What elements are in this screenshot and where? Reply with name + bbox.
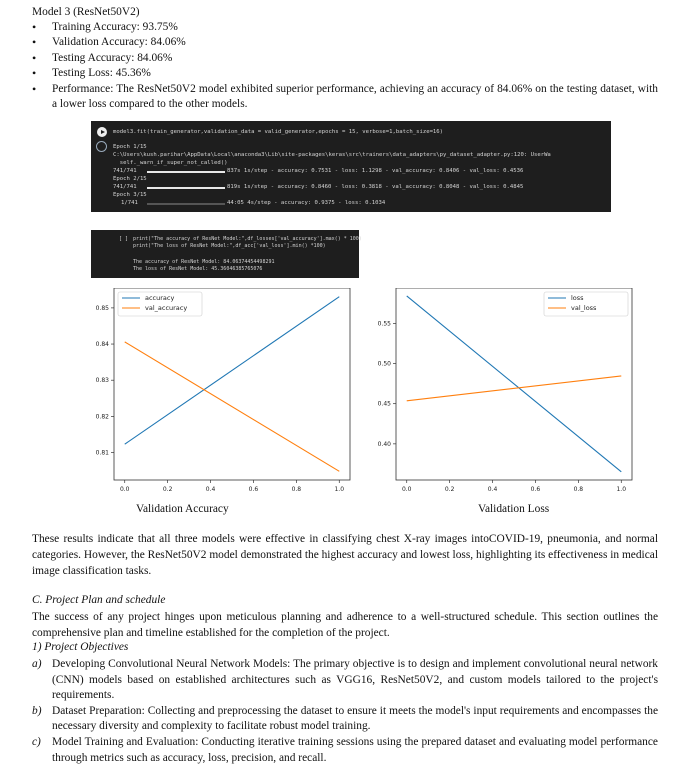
output-line: 741/741 bbox=[113, 184, 137, 190]
x-tick-label: 0.2 bbox=[444, 486, 455, 493]
output-line: The accuracy of ResNet Model: 84.06374454498291 bbox=[133, 259, 275, 265]
plot-frame bbox=[114, 288, 350, 480]
progress-bar bbox=[147, 203, 225, 205]
code-cell-fit bbox=[91, 121, 611, 212]
cell-prompt: [ ] bbox=[119, 236, 129, 242]
loss-chart bbox=[366, 288, 638, 498]
objective-text: Developing Convolutional Neural Network Models: The primary objective is to design and implement convolutional neural network (CNN) models based on established architectures such as VGG16, ResNet50V2, and custom models tailored to the project's requirements. bbox=[52, 658, 658, 702]
output-line: C:\Users\kush.parihar\AppData\Local\anaconda3\Lib\site-packages\keras\src\trainers\data_adapters\py_dataset_adapter.py:120: UserWa bbox=[113, 152, 551, 158]
legend-label: loss bbox=[571, 294, 584, 302]
list-marker: a) bbox=[32, 658, 42, 670]
progress-bar bbox=[147, 187, 225, 189]
list-item: • Validation Accuracy: 84.06% bbox=[32, 35, 658, 50]
metrics-list bbox=[32, 20, 658, 112]
y-tick-label: 0.55 bbox=[377, 320, 391, 328]
list-item bbox=[32, 657, 658, 704]
list-item: • Training Accuracy: 93.75% bbox=[32, 20, 658, 35]
y-tick-label: 0.50 bbox=[377, 360, 391, 368]
section-title: C. Project Plan and schedule bbox=[32, 594, 166, 606]
output-line: self._warn_if_super_not_called() bbox=[113, 160, 228, 166]
series-line-val_accuracy bbox=[125, 342, 340, 471]
chart-caption: Validation Accuracy bbox=[136, 503, 229, 515]
x-tick-label: 0.4 bbox=[487, 486, 498, 493]
output-line: Epoch 1/15 bbox=[113, 144, 147, 150]
output-line: 1/741 bbox=[121, 200, 138, 206]
legend-label: val_accuracy bbox=[145, 304, 188, 312]
output-line: 44:05 4s/step - accuracy: 0.9375 - loss: 0.1034 bbox=[227, 200, 386, 206]
progress-bar bbox=[147, 171, 225, 173]
chart-caption: Validation Loss bbox=[478, 503, 550, 515]
series-line-accuracy bbox=[125, 297, 340, 445]
y-tick-label: 0.84 bbox=[95, 341, 109, 349]
output-line: 819s 1s/step - accuracy: 0.8460 - loss: 0.3818 - val_accuracy: 0.8048 - val_loss: 0.4845 bbox=[227, 184, 524, 190]
objective-text: Dataset Preparation: Collecting and preprocessing the dataset to ensure it meets the model's input requirements and encompasses the necessary diversity and complexity to facilitate robust model training. bbox=[52, 704, 658, 733]
list-marker: c) bbox=[32, 735, 41, 748]
model-heading: Model 3 (ResNet50V2) bbox=[32, 6, 140, 18]
objective-text: Model Training and Evaluation: Conducting iterative training sessions using the prepared dataset and evaluating model performance through metrics such as accuracy, loss, precision, and recall. bbox=[52, 735, 658, 764]
output-line: 837s 1s/step - accuracy: 0.7531 - loss: 1.1298 - val_accuracy: 0.8406 - val_loss: 0.4536 bbox=[227, 168, 524, 174]
y-tick-label: 0.81 bbox=[95, 449, 109, 457]
x-tick-label: 0.0 bbox=[119, 486, 130, 493]
code-cell-print bbox=[91, 230, 362, 278]
code-line: model3.fit(train_generator,validation_data = valid_generator,epochs = 15, verbose=1,batch_size=16) bbox=[113, 129, 444, 135]
x-tick-label: 0.2 bbox=[162, 486, 173, 493]
x-tick-label: 0.0 bbox=[401, 486, 412, 493]
y-tick-label: 0.45 bbox=[377, 400, 391, 408]
x-tick-label: 0.4 bbox=[205, 486, 216, 493]
x-tick-label: 1.0 bbox=[616, 486, 627, 493]
list-item: • Testing Loss: 45.36% bbox=[32, 66, 658, 81]
output-line: Epoch 2/15 bbox=[113, 176, 147, 182]
output-line: Epoch 3/15 bbox=[113, 192, 147, 198]
series-line-loss bbox=[407, 296, 622, 472]
y-tick-label: 0.85 bbox=[95, 304, 109, 312]
subsection-title: 1) Project Objectives bbox=[32, 641, 129, 653]
section-intro: The success of any project hinges upon meticulous planning and adherence to a well-structured schedule. This section outlines the comprehensive plan and timeline established for the completion of the project. bbox=[32, 611, 658, 639]
list-item bbox=[32, 704, 658, 735]
list-item: • Testing Accuracy: 84.06% bbox=[32, 51, 658, 66]
output-icon bbox=[96, 141, 107, 152]
x-tick-label: 0.6 bbox=[530, 486, 541, 493]
accuracy-chart bbox=[84, 288, 356, 498]
output-line: 741/741 bbox=[113, 168, 137, 174]
code-line: print("The accuracy of ResNet Model:",df_losses['val_accuracy'].max() * 100) bbox=[133, 236, 362, 242]
list-item: • Performance: The ResNet50V2 model exhibited superior performance, achieving an accuracy of 84.06% on the testing dataset, with a lower loss compared to the other models. bbox=[32, 82, 658, 113]
y-tick-label: 0.82 bbox=[95, 413, 109, 421]
legend-label: val_loss bbox=[571, 304, 597, 312]
series-line-val_loss bbox=[407, 376, 622, 401]
x-tick-label: 1.0 bbox=[334, 486, 345, 493]
y-tick-label: 0.40 bbox=[377, 440, 391, 448]
list-item bbox=[32, 735, 658, 766]
code-line: print("The loss of ResNet Model:",df_acc['val_loss'].min() *100) bbox=[133, 243, 326, 249]
summary-paragraph: These results indicate that all three models were effective in classifying chest X-ray images intoCOVID-19, pneumonia, and normal categories. However, the ResNet50V2 model demonstrated the highest accuracy and lowest loss, highlighting its effectiveness in medical image classification tasks. bbox=[32, 533, 658, 577]
output-line: The loss of ResNet Model: 45.36046385765076 bbox=[133, 266, 263, 272]
x-tick-label: 0.8 bbox=[573, 486, 584, 493]
x-tick-label: 0.6 bbox=[248, 486, 259, 493]
run-icon[interactable] bbox=[97, 127, 107, 137]
objectives-list bbox=[32, 657, 658, 766]
y-tick-label: 0.83 bbox=[95, 377, 109, 385]
x-tick-label: 0.8 bbox=[291, 486, 302, 493]
list-marker: b) bbox=[32, 704, 42, 717]
legend-label: accuracy bbox=[145, 294, 175, 302]
